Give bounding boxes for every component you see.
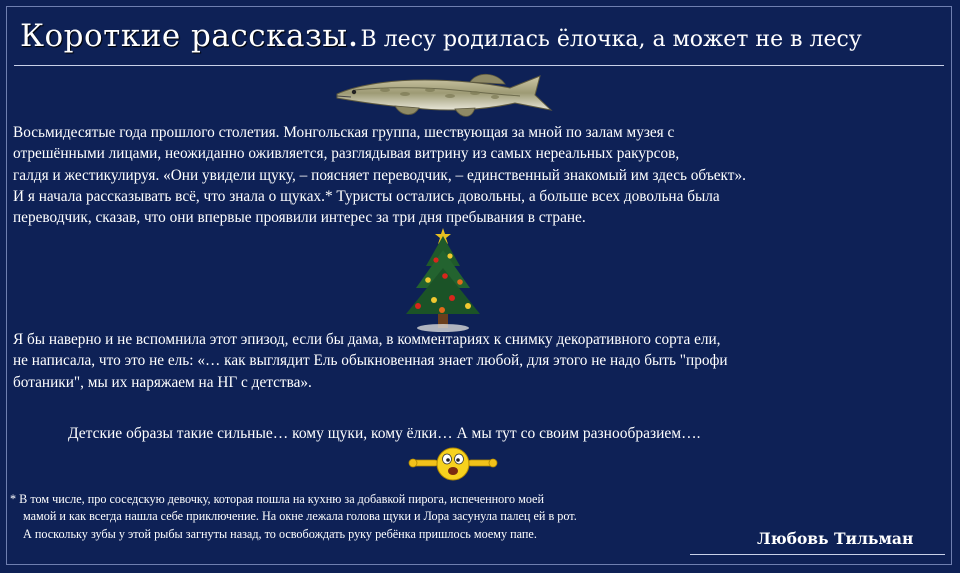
- footer-divider: [690, 554, 945, 555]
- page-subtitle: В лесу родилась ёлочка, а может не в лесу: [360, 27, 862, 52]
- paragraph-line: ботаники", мы их наряжаем на НГ с детства».: [13, 373, 312, 391]
- page-title: Короткие рассказы: [20, 18, 348, 54]
- pike-fish-icon: [335, 68, 555, 130]
- header-divider: [14, 65, 944, 66]
- title-separator: .: [349, 22, 357, 53]
- paragraph-line: галдя и жестикулируя. «Они увидели щуку, – поясняет переводчик, – единственный знакомый им здесь объект».: [13, 166, 746, 184]
- author-signature: Любовь Тильман: [757, 529, 914, 548]
- paragraph-line: Я бы наверно и не вспомнила этот эпизод, если бы дама, в комментариях к снимку декоративного сорта ели,: [13, 331, 721, 348]
- footnote: [10, 491, 740, 543]
- footnote-line: мамой и как всегда нашла себе приключение. На окне лежала голова щуки и Лора засунула палец ей в рот.: [23, 509, 577, 524]
- christmas-tree-icon: [400, 226, 486, 334]
- paragraph-line: не написала, что это не ель: «… как выглядит Ель обыкновенная знает любой, для этого не надо быть "профи: [13, 352, 728, 370]
- story-paragraph-2: [13, 329, 943, 393]
- page-header: [20, 18, 945, 62]
- footnote-line: А поскольку зубы у этой рыбы загнуты назад, то освобождать руку ребёнка пришлось моему папе.: [23, 526, 537, 541]
- footnote-line: * В том числе, про соседскую девочку, которая пошла на кухню за добавкой пирога, испеченного моей: [10, 492, 544, 506]
- paragraph-line: отрешёнными лицами, неожиданно оживляется, разглядывая витрину из самых нереальных ракурсов,: [13, 145, 680, 163]
- paragraph-line: переводчик, сказав, что они впервые проявили интерес за три дня пребывания в стране.: [13, 209, 586, 227]
- story-paragraph-3: Детские образы такие сильные… кому щуки, кому ёлки… А мы тут со своим разнообразием….: [68, 425, 701, 442]
- smiley-arms-icon: [408, 446, 498, 484]
- paragraph-line: И я начала рассказывать всё, что знала о щуках.* Туристы остались довольны, а больше всех довольна была: [13, 187, 720, 205]
- paragraph-line: Восьмидесятые года прошлого столетия. Монгольская группа, шествующая за мной по залам музея с: [13, 124, 675, 141]
- story-paragraph-1: [13, 122, 943, 228]
